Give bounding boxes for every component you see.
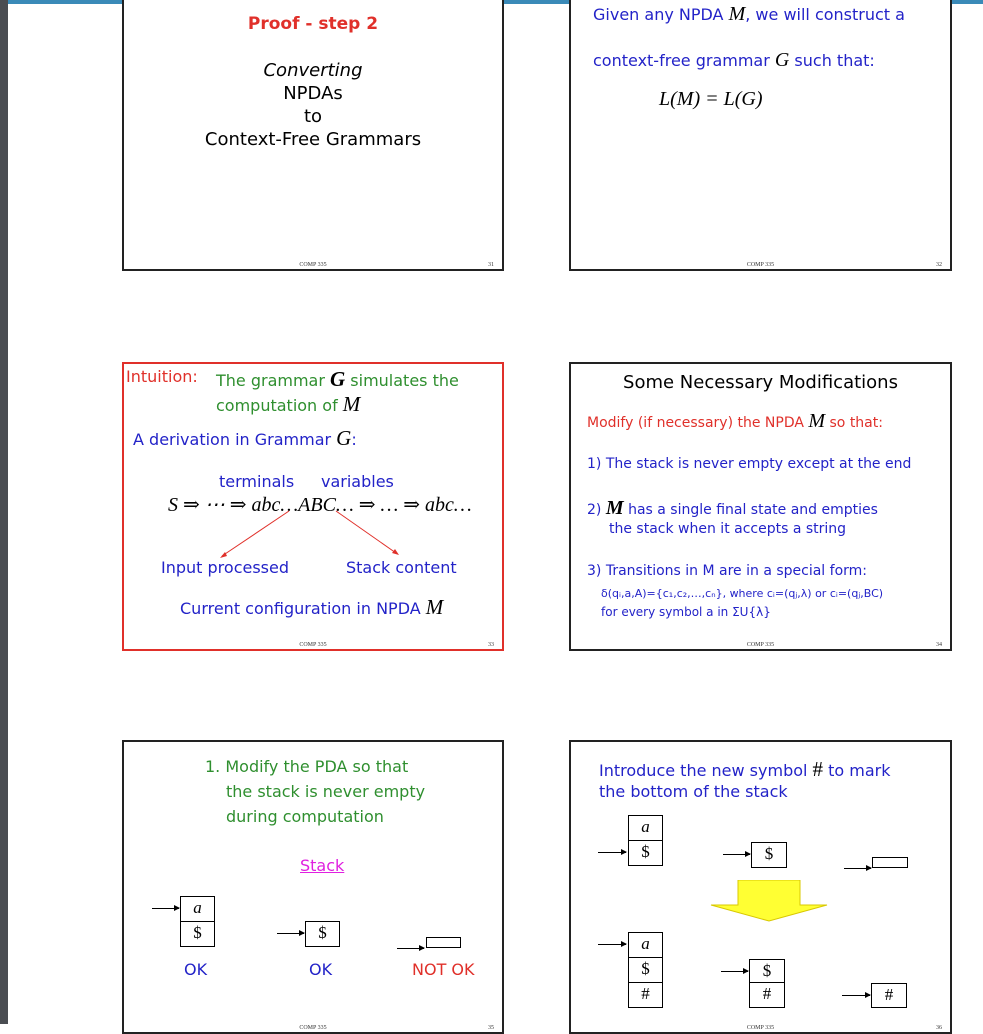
stack-cell-dollar: $ xyxy=(628,957,663,983)
modification-item xyxy=(587,497,878,520)
slide-31 xyxy=(122,0,504,271)
math-variable: G xyxy=(336,426,352,450)
text-fragment: Introduce the new symbol xyxy=(599,761,813,780)
stack-pointer-arrow xyxy=(598,944,626,945)
stack-cell-dollar: $ xyxy=(751,842,787,868)
math-variable: G xyxy=(330,367,346,391)
text-line: the bottom of the stack xyxy=(599,782,788,801)
hash-symbol: # xyxy=(812,757,824,781)
viewer-left-edge xyxy=(0,0,8,1024)
text-fragment: context-free grammar xyxy=(593,51,775,70)
slide-heading: Proof - step 2 xyxy=(247,14,379,34)
slide-number: 32 xyxy=(936,262,942,268)
stack-label: Stack xyxy=(300,856,345,875)
stack-cell-dollar: $ xyxy=(305,921,340,947)
arrow-to-stack xyxy=(336,511,396,553)
stack-cell-a: a xyxy=(628,932,663,958)
variables-label: variables xyxy=(321,472,394,491)
modification-item-continued: the stack when it accepts a string xyxy=(609,521,847,537)
input-processed-label: Input processed xyxy=(161,558,289,577)
text-fragment: computation of xyxy=(216,396,343,415)
text-line: 1. Modify the PDA so that xyxy=(205,757,409,776)
text-fragment: such that: xyxy=(789,51,875,70)
text-fragment: Modify (if necessary) the NPDA xyxy=(587,415,809,431)
slide-33 xyxy=(122,362,504,651)
title-line: Context-Free Grammars xyxy=(204,129,422,150)
stack-pointer-arrow xyxy=(397,948,424,949)
slide-number: 34 xyxy=(936,642,942,648)
math-variable: M xyxy=(425,595,444,619)
stack-cell-dollar: $ xyxy=(180,921,215,947)
stack-pointer-arrow xyxy=(721,971,748,972)
text-fragment: : xyxy=(351,430,357,449)
slide-number: 31 xyxy=(488,262,494,268)
text-fragment: The grammar xyxy=(216,371,331,390)
intuition-label: Intuition: xyxy=(126,367,198,386)
title-line: NPDAs xyxy=(283,83,343,104)
text-line xyxy=(593,49,875,72)
stack-cell-hash: # xyxy=(749,982,785,1008)
slide-number: 35 xyxy=(488,1025,494,1031)
slide-footer: COMP 335 xyxy=(299,642,327,648)
modification-item: 1) The stack is never empty except at the end xyxy=(587,456,912,472)
arrowhead xyxy=(392,549,399,555)
ok-label: OK xyxy=(184,960,208,979)
stack-cell-hash: # xyxy=(871,983,907,1008)
not-ok-label: NOT OK xyxy=(412,960,475,979)
math-variable: M xyxy=(605,497,624,519)
text-fragment: A derivation in Grammar xyxy=(133,430,337,449)
stack-cell-a: a xyxy=(180,896,215,922)
stack-cell-hash: # xyxy=(628,982,663,1008)
title-line: Converting xyxy=(263,60,363,81)
derivation-formula: S ⇒ ⋯ ⇒ abc…ABC… ⇒ … ⇒ abc… xyxy=(168,494,472,516)
stack-cell-dollar: $ xyxy=(628,840,663,866)
down-arrow-icon xyxy=(706,880,832,922)
text-line xyxy=(593,3,905,26)
stack-pointer-arrow xyxy=(842,995,870,996)
slide-footer: COMP 335 xyxy=(746,642,775,648)
math-variable: G xyxy=(774,49,790,71)
title-line: to xyxy=(303,106,323,127)
slide-title: Some Necessary Modifications xyxy=(623,372,898,393)
modification-item: 3) Transitions in M are in a special form: xyxy=(587,563,867,579)
text-fragment: simulates the xyxy=(345,371,459,390)
transition-formula: δ(qᵢ,a,A)={c₁,c₂,…,cₙ}, where cᵢ=(qⱼ,λ) or cᵢ=(qⱼ,BC) xyxy=(601,587,884,600)
arrow-to-input xyxy=(222,511,289,556)
stack-content-label: Stack content xyxy=(346,558,457,577)
text-line: during computation xyxy=(226,807,384,826)
empty-stack-cell xyxy=(872,857,908,868)
text-fragment: so that: xyxy=(825,415,883,431)
stack-pointer-arrow xyxy=(277,933,304,934)
math-variable: M xyxy=(728,3,746,25)
stack-cell-dollar: $ xyxy=(749,959,785,983)
text-fragment: 2) xyxy=(587,502,606,518)
text-fragment: Current configuration in NPDA xyxy=(180,599,426,618)
slide-35 xyxy=(122,740,504,1034)
math-variable: M xyxy=(808,410,826,432)
stack-cell-a: a xyxy=(628,815,663,841)
slide-footer: COMP 335 xyxy=(299,262,327,268)
text-fragment: to mark xyxy=(823,761,891,780)
stack-pointer-arrow xyxy=(844,868,871,869)
slide-footer: COMP 335 xyxy=(746,1025,775,1031)
math-variable: M xyxy=(342,392,361,416)
text-fragment: , we will construct a xyxy=(745,5,905,24)
stack-pointer-arrow xyxy=(723,854,750,855)
slide-number: 33 xyxy=(488,642,494,648)
terminals-label: terminals xyxy=(219,472,295,491)
slide-footer: COMP 335 xyxy=(299,1025,327,1031)
slide-number: 36 xyxy=(936,1025,942,1031)
text-line: the stack is never empty xyxy=(226,782,426,801)
slide-32 xyxy=(569,0,952,271)
slide-36 xyxy=(569,740,952,1034)
config-line xyxy=(180,595,443,620)
empty-stack-cell xyxy=(426,937,461,948)
text-line xyxy=(599,757,891,782)
transition-scope: for every symbol a in ΣU{λ} xyxy=(601,605,771,619)
equation: L(M) = L(G) xyxy=(659,88,763,110)
modify-line xyxy=(587,410,883,433)
ok-label: OK xyxy=(309,960,333,979)
slide-34 xyxy=(569,362,952,651)
text-fragment: Given any NPDA xyxy=(593,5,729,24)
stack-pointer-arrow xyxy=(598,852,626,853)
slide-footer: COMP 335 xyxy=(746,262,775,268)
text-fragment: has a single final state and empties xyxy=(623,502,878,518)
stack-pointer-arrow xyxy=(152,908,179,909)
